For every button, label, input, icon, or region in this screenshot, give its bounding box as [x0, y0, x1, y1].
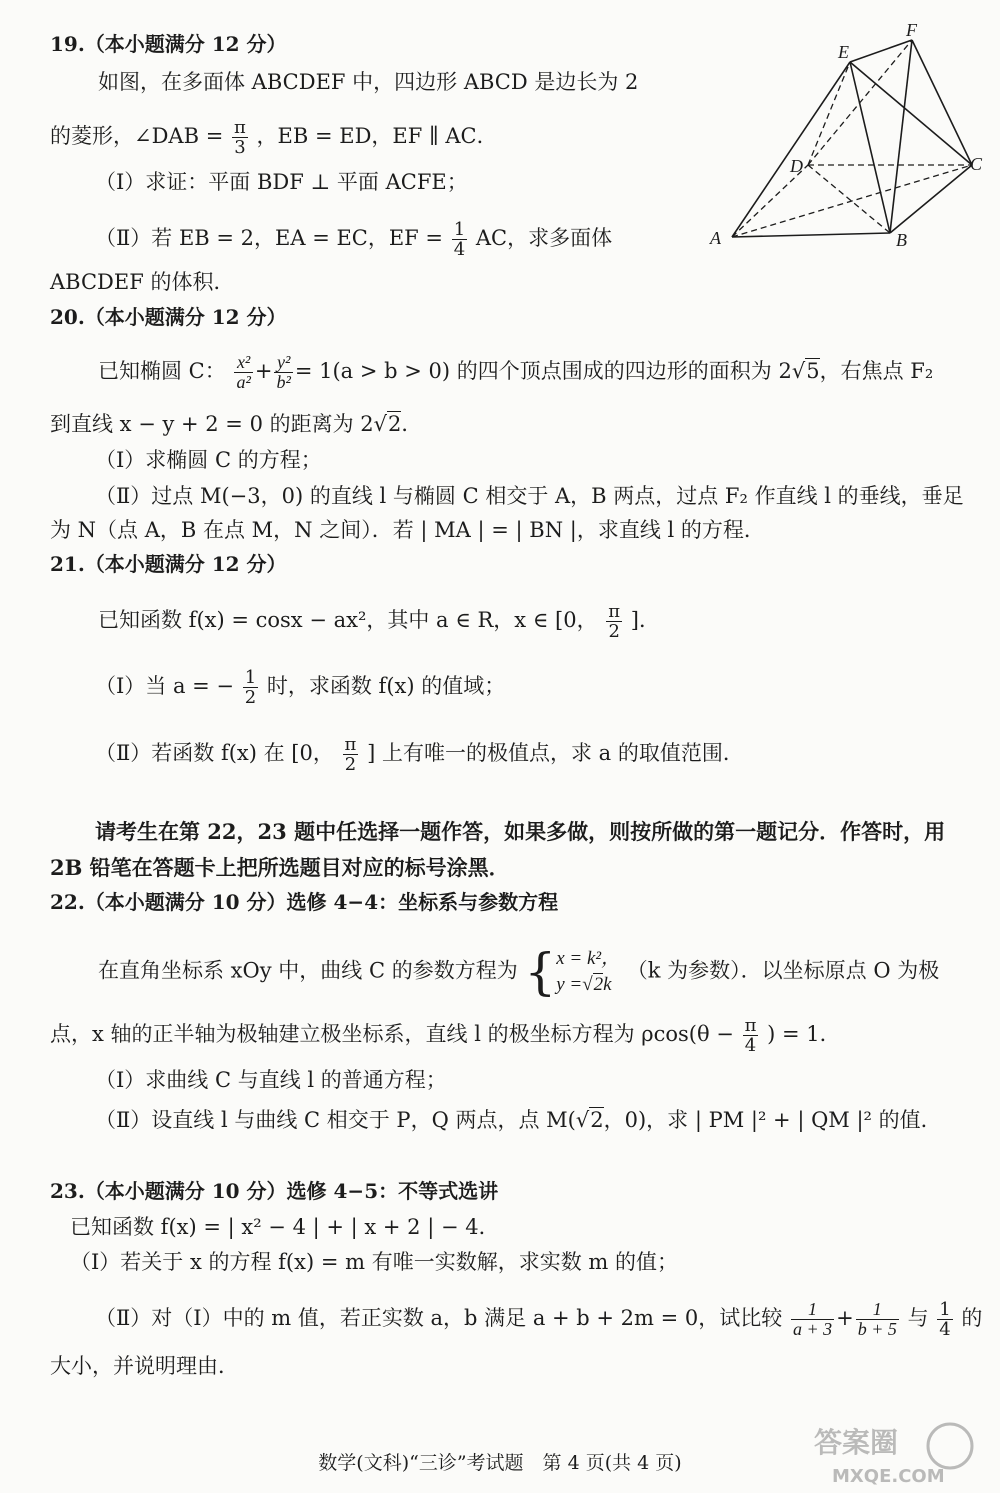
q20-line1: 已知椭圆 C： $\frac{\text{x²}}{\text{a²}}$ + $\frac{\text{y²}}{\text{b²}}$ = 1(a > b > 0) 的四个顶点围成的四边形的面积为 2√5，右焦点 F₂: [98, 352, 934, 392]
page-footer: 数学(文科)“三诊”考试题 第 4 页(共 4 页): [318, 1452, 682, 1474]
q23-heading: 23.（本小题满分 10 分）选修 4−5：不等式选讲: [50, 1179, 499, 1203]
fraction-1-over-a-plus-3: $\frac{1}{a + 3}$: [792, 1299, 833, 1339]
q21-part1: （Ⅰ）当 a = − $\frac{1}{2}$ 时，求函数 f(x) 的值域；: [95, 667, 506, 708]
svg-text:答案圈: 答案圈: [814, 1426, 899, 1459]
q20-heading: 20.（本小题满分 12 分）: [50, 305, 287, 329]
q19-part2: （Ⅱ）若 EB = 2，EA = EC，EF = $\frac{1}{4}$ AC，求多面体: [95, 219, 613, 260]
fraction-1-over-b-plus-5: $\frac{1}{b + 5}$: [857, 1299, 897, 1339]
fraction-x2-a2: $\frac{\text{x²}}{\text{a²}}$: [236, 352, 251, 392]
fraction-pi-over-2-b: $\frac{\pi}{2}$: [344, 734, 357, 775]
fraction-one-quarter: $\frac{1}{4}$: [453, 219, 466, 260]
label-F: F: [906, 20, 917, 40]
q22-part2: （Ⅱ）设直线 l 与曲线 C 相交于 P，Q 两点，点 M(√2，0)，求 | PM |² + | QM |² 的值．: [95, 1108, 942, 1132]
q19-line2: 的菱形，∠DAB = $\frac{\pi}{3}$ ，EB = ED，EF ∥ AC．: [50, 117, 498, 158]
polyhedron-figure: [700, 20, 995, 255]
q19-heading: 19.（本小题满分 12 分）: [50, 32, 287, 56]
q22-heading: 22.（本小题满分 10 分）选修 4−4：坐标系与参数方程: [50, 890, 559, 914]
q20-part1: （Ⅰ）求椭圆 C 的方程；: [95, 448, 322, 472]
q19-line1: 如图，在多面体 ABCDEF 中，四边形 ABCD 是边长为 2: [98, 70, 639, 94]
fraction-pi-over-2: $\frac{\pi}{2}$: [608, 601, 621, 642]
q23-line4: 大小，并说明理由．: [50, 1354, 239, 1378]
fraction-pi-over-4: $\frac{\pi}{4}$: [744, 1015, 757, 1056]
q21-line1: 已知函数 f(x) = cosx − ax²，其中 a ∈ R，x ∈ [0， $\frac{\pi}{2}$ ]．: [98, 601, 660, 642]
instruction-note-line1: 请考生在第 22，23 题中任选择一题作答，如果多做，则按所做的第一题记分．作答时，用: [95, 819, 946, 844]
fraction-pi-over-3: $\frac{\pi}{3}$: [234, 117, 246, 158]
fraction-one-quarter-b: $\frac{1}{4}$: [939, 1299, 951, 1340]
q19-line5: ABCDEF 的体积．: [50, 270, 235, 294]
fraction-y2-b2: $\frac{\text{y²}}{\text{b²}}$: [276, 352, 291, 392]
q20-line2: 到直线 x − y + 2 = 0 的距离为 2√2．: [50, 412, 423, 436]
q23-part1: （Ⅰ）若关于 x 的方程 f(x) = m 有唯一实数解，求实数 m 的值；: [70, 1250, 678, 1274]
q20-part2: （Ⅱ）过点 M(−3，0) 的直线 l 与椭圆 C 相交于 A，B 两点，过点 F₂ 作直线 l 的垂线，垂足: [95, 484, 964, 508]
instruction-note-line2: 2B 铅笔在答题卡上把所选题目对应的标号涂黑．: [50, 855, 510, 880]
parametric-system: { x = k²， y =√2k: [524, 943, 621, 1001]
q22-line2: 点，x 轴的正半轴为极轴建立极坐标系，直线 l 的极坐标方程为 ρcos(θ − $\frac{\pi}{4}$ ) = 1．: [50, 1015, 841, 1056]
q20-line5: 为 N（点 A，B 在点 M，N 之间）．若 | MA | = | BN |，求直线 l 的方程．: [50, 518, 765, 542]
label-D: D: [790, 156, 803, 176]
q23-part2: （Ⅱ）对（Ⅰ）中的 m 值，若正实数 a，b 满足 a + b + 2m = 0，试比较 $\frac{1}{a + 3}$ + $\frac{1}{b + 5}$ 与 $\frac{1}{4}$ 的: [95, 1299, 983, 1340]
q22-line1: 在直角坐标系 xOy 中，曲线 C 的参数方程为 { x = k²， y =√2k （k 为参数）．以坐标原点 O 为极: [98, 943, 940, 1001]
label-A: A: [710, 228, 721, 248]
q19-part1: （Ⅰ）求证：平面 BDF ⊥ 平面 ACFE；: [95, 170, 468, 194]
watermark-logo: [810, 1418, 980, 1488]
q21-heading: 21.（本小题满分 12 分）: [50, 552, 287, 576]
svg-text:MXQE.COM: MXQE.COM: [832, 1466, 945, 1487]
q22-part1: （Ⅰ）求曲线 C 与直线 l 的普通方程；: [95, 1068, 447, 1092]
fraction-one-half: $\frac{1}{2}$: [244, 667, 257, 708]
q21-part2: （Ⅱ）若函数 f(x) 在 [0， $\frac{\pi}{2}$ ] 上有唯一的极值点，求 a 的取值范围．: [95, 734, 744, 775]
label-E: E: [838, 42, 849, 62]
q23-line1: 已知函数 f(x) = | x² − 4 | + | x + 2 | − 4．: [70, 1215, 500, 1239]
label-C: C: [970, 154, 983, 174]
label-B: B: [896, 230, 907, 250]
